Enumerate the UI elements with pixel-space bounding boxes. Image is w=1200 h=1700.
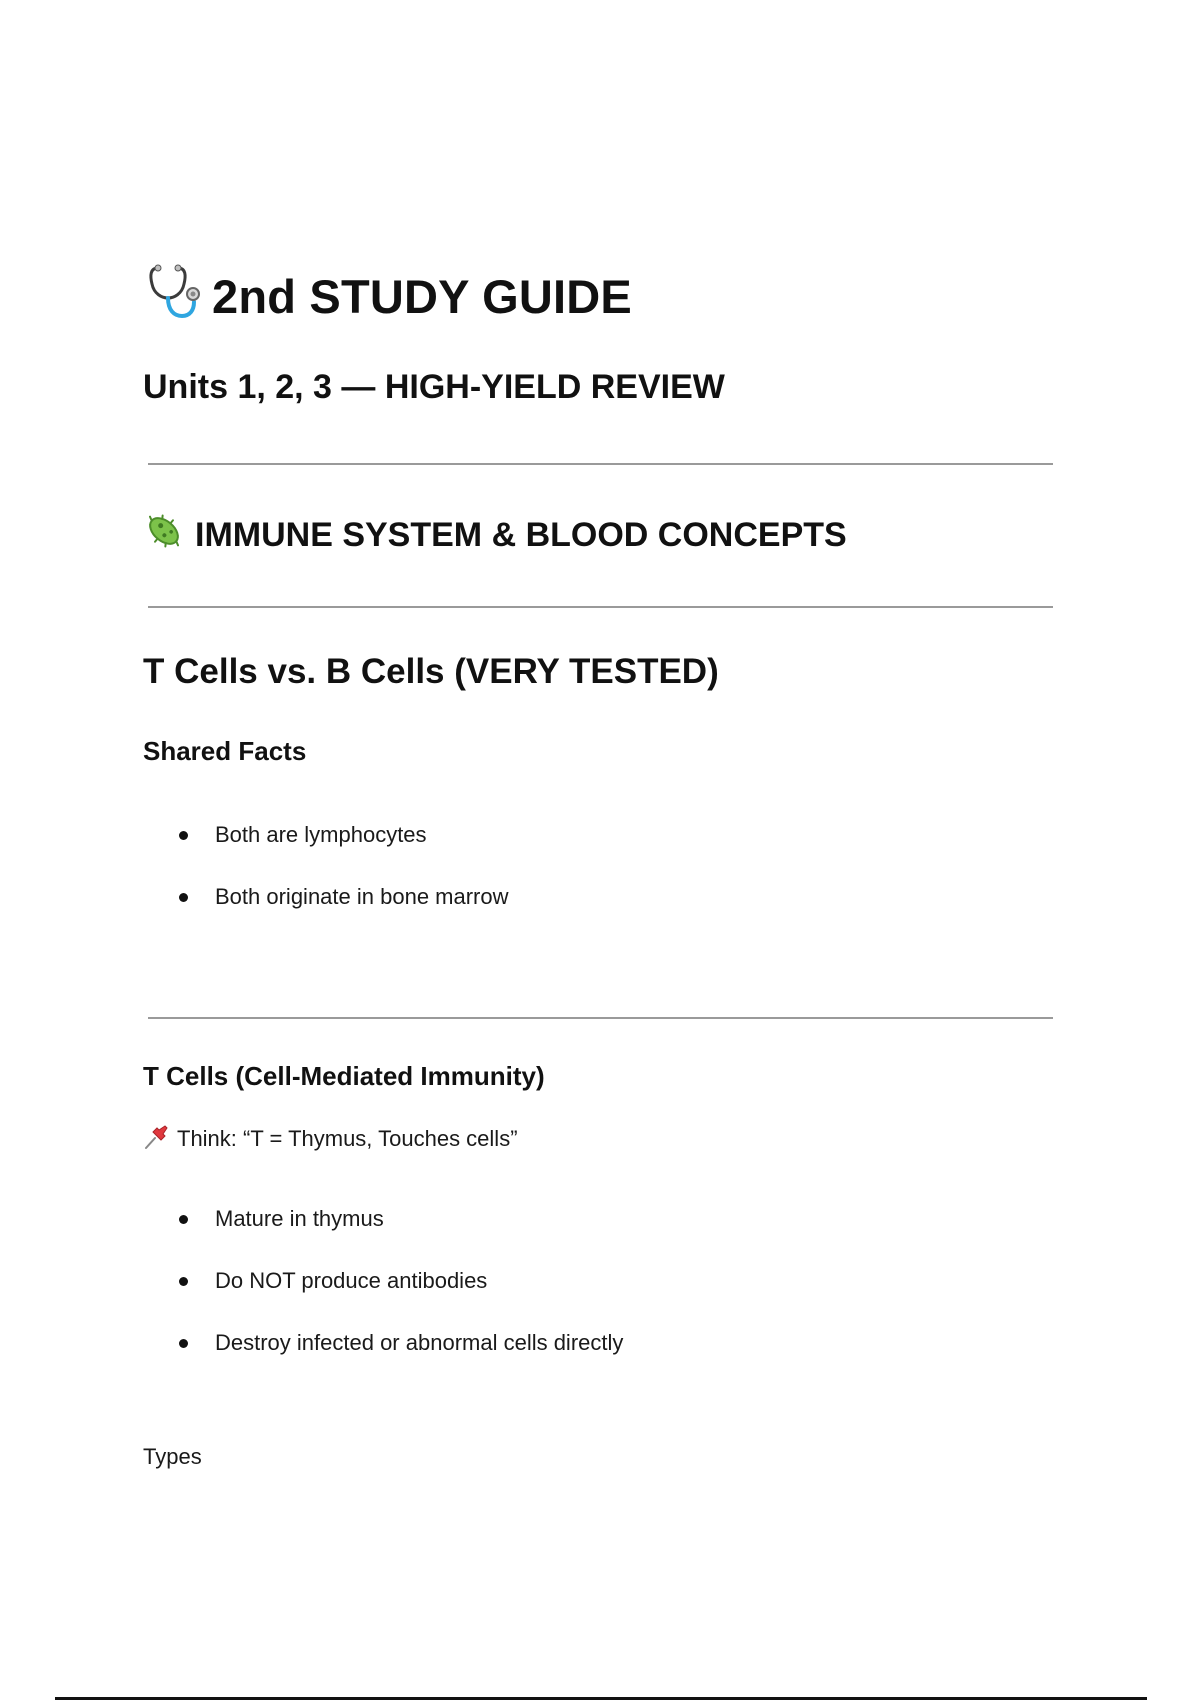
list-item [177, 884, 509, 910]
list-item [177, 822, 427, 848]
document-subtitle: Units 1, 2, 3 — HIGH-YIELD REVIEW [143, 368, 725, 406]
bullet-icon [179, 893, 188, 902]
stethoscope-icon [144, 262, 200, 331]
list-item-text: Destroy infected or abnormal cells directly [215, 1330, 624, 1355]
microbe-icon [143, 510, 185, 561]
list-item [177, 1268, 487, 1294]
bullet-icon [179, 1215, 188, 1224]
bullet-icon [179, 831, 188, 840]
horizontal-rule [148, 1017, 1053, 1019]
mnemonic-line [143, 1122, 518, 1155]
list-item [177, 1206, 384, 1232]
bullet-icon [179, 1339, 188, 1348]
document-title [144, 262, 632, 331]
horizontal-rule [148, 463, 1053, 465]
comparison-heading: T Cells vs. B Cells (VERY TESTED) [143, 652, 719, 691]
pushpin-icon [143, 1122, 171, 1155]
mnemonic-text: Think: “T = Thymus, Touches cells” [177, 1125, 518, 1151]
shared-facts-heading: Shared Facts [143, 736, 307, 766]
list-item-text: Mature in thymus [215, 1206, 384, 1231]
horizontal-rule [148, 606, 1053, 608]
title-text: 2nd STUDY GUIDE [212, 270, 632, 323]
list-item-text: Do NOT produce antibodies [215, 1268, 488, 1293]
bullet-icon [179, 1277, 188, 1286]
list-item-text: Both are lymphocytes [215, 822, 427, 847]
list-item-text: Both originate in bone marrow [215, 884, 509, 909]
tcells-heading: T Cells (Cell-Mediated Immunity) [143, 1061, 545, 1091]
types-label: Types [143, 1444, 202, 1469]
section-heading-text: IMMUNE SYSTEM & BLOOD CONCEPTS [195, 516, 847, 554]
section-heading [143, 510, 847, 561]
list-item [177, 1330, 623, 1356]
